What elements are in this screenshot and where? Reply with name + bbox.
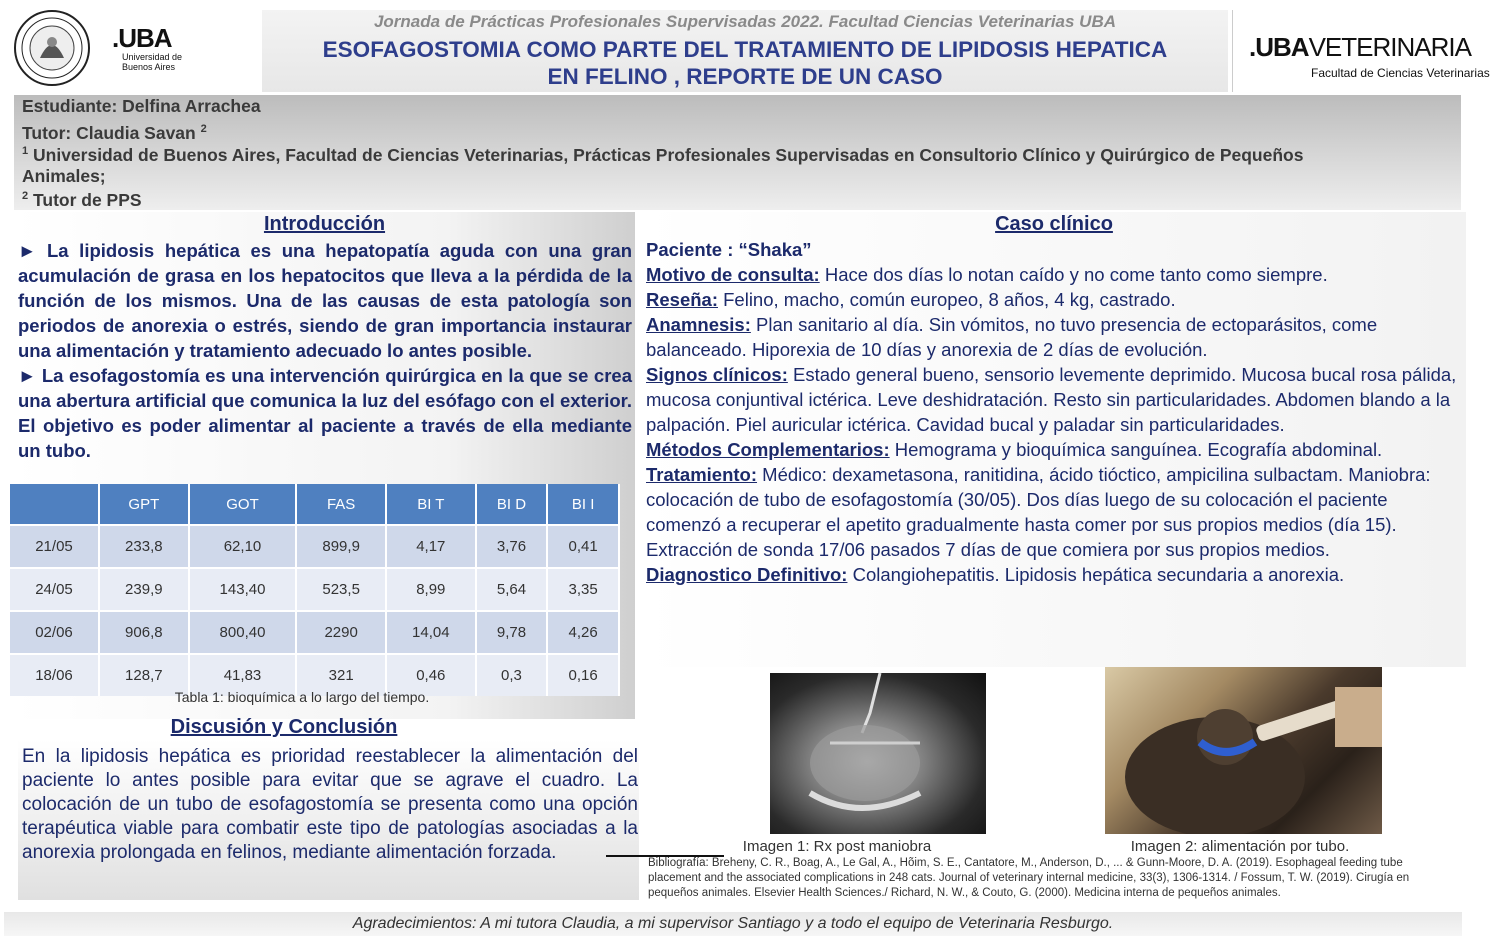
intro-paragraph-2: ► La esofagostomía es una intervención quirúrgica en la que se crea una abertura artificial que comunica la luz del esófago con el exterior. El objetivo es poder alimentar al paciente a través de ella mediante un tubo.	[18, 365, 632, 461]
table-cell: 2290	[296, 611, 386, 654]
table-cell: 21/05	[10, 525, 99, 568]
table-header-cell: FAS	[296, 484, 386, 525]
table-cell: 14,04	[386, 611, 476, 654]
case-body	[646, 237, 1461, 587]
case-motivo: Motivo de consulta: Hace dos días lo notan caído y no come tanto como siempre.	[646, 264, 1328, 285]
event-subtitle: Jornada de Prácticas Profesionales Supervisadas 2022. Facultad Ciencias Veterinarias UBA	[373, 12, 1117, 31]
table-cell: 8,99	[386, 568, 476, 611]
table-cell: 0,3	[476, 654, 548, 696]
case-diagnostico: Diagnostico Definitivo: Colangiohepatitis. Lipidosis hepática secundaria a anorexia.	[646, 564, 1345, 585]
poster-title	[262, 36, 1228, 90]
image-2-caption: Imagen 2: alimentación por tubo.	[1130, 838, 1350, 855]
xray-image	[770, 673, 986, 834]
tutor-name: Tutor: Claudia Savan $^2$	[22, 122, 207, 143]
uba-veterinaria-logo: .UBAVETERINARIA Facultad de Ciencias Veterinarias	[1232, 10, 1490, 92]
table-cell: 523,5	[296, 568, 386, 611]
table-cell: 4,26	[547, 611, 619, 654]
intro-heading: Introducción	[263, 213, 386, 235]
table-row	[10, 611, 619, 654]
table-cell: 800,40	[189, 611, 297, 654]
table-cell: 5,64	[476, 568, 548, 611]
title-line-1: ESOFAGOSTOMIA COMO PARTE DEL TRATAMIENTO DE LIPIDOSIS HEPATICA	[322, 37, 1168, 62]
table-caption: Tabla 1: bioquímica a lo largo del tiempo.	[174, 689, 430, 705]
table-cell: 9,78	[476, 611, 548, 654]
authors-band	[14, 95, 1461, 210]
table-cell: 128,7	[99, 654, 189, 696]
case-anamnesis: Anamnesis: Plan sanitario al día. Sin vómitos, no tuvo presencia de ectoparásitos, come balanceado. Hiporexia de 10 días y anorexia de 2 días de evolución.	[646, 314, 1378, 360]
table-cell: 4,17	[386, 525, 476, 568]
table-header-row	[10, 484, 619, 525]
table-cell: 899,9	[296, 525, 386, 568]
table-cell: 233,8	[99, 525, 189, 568]
affiliation-2: $^2$ Tutor de PPS	[22, 189, 142, 210]
table-cell: 239,9	[99, 568, 189, 611]
patient-name: Paciente : “Shaka”	[646, 239, 812, 260]
discussion-heading: Discusión y Conclusión	[170, 716, 398, 738]
table-cell: 0,41	[547, 525, 619, 568]
intro-paragraph-1: ► La lipidosis hepática es una hepatopatía aguda con una gran acumulación de grasa en los hepatocitos que lleva a la pérdida de la función de los mismos. Una de las causas de esta patología son periodos de anorexia o estrés, siendo de gran importancia instaurar una alimentación y tratamiento adecuado lo antes posible.	[18, 240, 632, 361]
case-resena: Reseña: Felino, macho, común europeo, 8 años, 4 kg, castrado.	[646, 289, 1176, 310]
table-header-cell	[10, 484, 99, 525]
table-cell: 3,76	[476, 525, 548, 568]
university-seal-logo	[12, 8, 92, 88]
uba-logo: .UBA Universidad de Buenos Aires	[112, 23, 183, 72]
affiliation-1: $^1$ Universidad de Buenos Aires, Facultad de Ciencias Veterinarias, Prácticas Profesionales Supervisadas en Consultorio Clínico y Quirúrgico de Pequeños Animales;	[22, 144, 1304, 186]
table-cell: 02/06	[10, 611, 99, 654]
image-1-caption: Imagen 1: Rx post maniobra	[742, 838, 932, 855]
table-header-cell: GPT	[99, 484, 189, 525]
table-cell: 906,8	[99, 611, 189, 654]
table-row	[10, 568, 619, 611]
acknowledgement: Agradecimientos: A mi tutora Claudia, a mi supervisor Santiago y a todo el equipo de Veterinaria Resburgo.	[352, 915, 1114, 932]
table-cell: 24/05	[10, 568, 99, 611]
table-cell: 143,40	[189, 568, 297, 611]
intro-body	[18, 238, 632, 463]
table-row	[10, 525, 619, 568]
student-name: Estudiante: Delfina Arrachea	[22, 96, 261, 116]
table-header-cell: BI D	[476, 484, 548, 525]
title-line-2: EN FELINO , REPORTE DE UN CASO	[547, 64, 943, 89]
table-cell: 0,16	[547, 654, 619, 696]
case-tratamiento: Tratamiento: Médico: dexametasona, ranitidina, ácido tióctico, ampicilina sulbactam. Maniobra: colocación de tubo de esofagostomía (30/05). Dos días luego de su colocación el paciente comenzó a recuperar el apetito gradualmente hasta comer por sus propios medios (día 15). Extracción de sonda 17/06 pasados 7 días de que comiera por sus propios medios.	[646, 464, 1431, 560]
table-cell: 18/06	[10, 654, 99, 696]
case-heading: Caso clínico	[995, 213, 1113, 235]
discussion-body: En la lipidosis hepática es prioridad reestablecer la alimentación del paciente lo antes posible para evitar que se agrave el cuadro. La colocación de un tubo de esofagostomía se presenta como una opción terapéutica viable para combatir este tipo de patologías asociadas a la anorexia prolongada en felinos, mediante alimentación forzada.	[22, 746, 638, 863]
table-cell: 41,83	[189, 654, 297, 696]
table-header-cell: GOT	[189, 484, 297, 525]
cat-feeding-photo	[1105, 667, 1382, 834]
table-cell: 3,35	[547, 568, 619, 611]
case-signos: Signos clínicos: Estado general bueno, sensorio levemente deprimido. Mucosa bucal rosa pálida, mucosa conjuntival ictérica. Leve deshidratación. Resto sin particularidades. Abdomen blando a la palpación. Piel auricular ictérica. Cavidad bucal y paladar sin particularidades.	[646, 364, 1457, 435]
table-cell: 321	[296, 654, 386, 696]
table-cell: 0,46	[386, 654, 476, 696]
bibliography: Bibliografía: Breheny, C. R., Boag, A., Le Gal, A., Hõim, S. E., Cantatore, M., Anderson, D., ... & Gunn-Moore, D. A. (2019). Esophageal feeding tube placement and the associated complications in 248 cats. Journal of veterinary internal medicine, 33(3), 1306-1314. / Fossum, T. W. (2019). Cirugía en pequeños animales. Elsevier Health Sciences./ Richard, N. W., & Couto, G. (2000). Medicina interna de pequeños animales.	[648, 857, 1410, 899]
table-header-cell: BI T	[386, 484, 476, 525]
biochemistry-table	[10, 484, 620, 696]
case-metodos: Métodos Complementarios: Hemograma y bioquímica sanguínea. Ecografía abdominal.	[646, 439, 1383, 460]
table-cell: 62,10	[189, 525, 297, 568]
table-header-cell: BI I	[547, 484, 619, 525]
